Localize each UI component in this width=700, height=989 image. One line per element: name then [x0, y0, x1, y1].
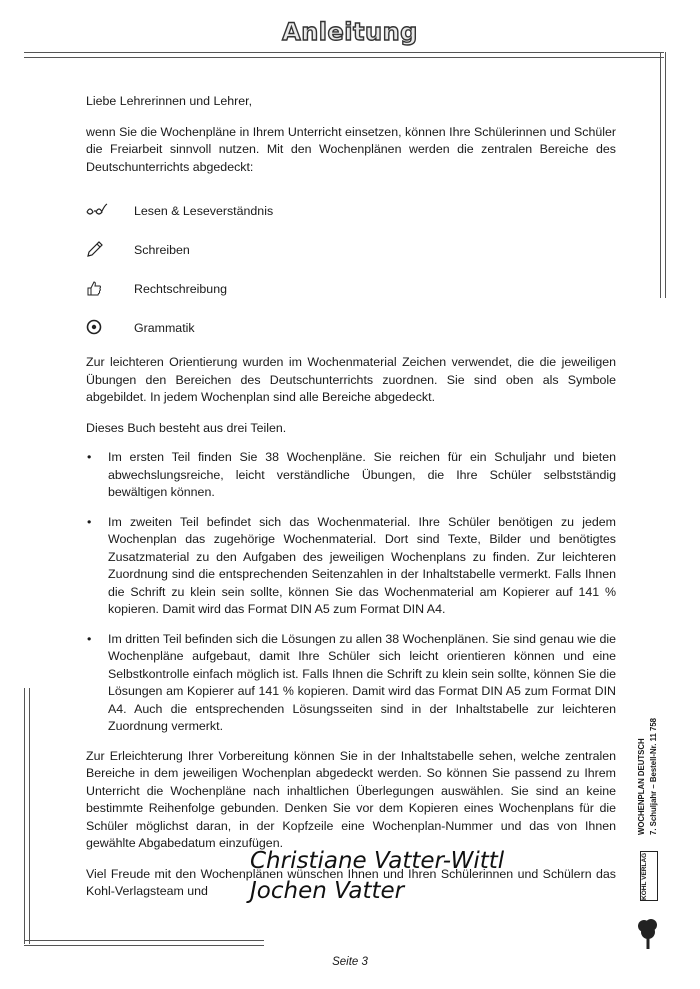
frame-top-rule: [24, 52, 664, 58]
area-label-writing: Schreiben: [134, 242, 190, 257]
glasses-icon: [86, 203, 134, 221]
area-label-spelling: Rechtschreibung: [134, 281, 227, 296]
page-title: Anleitung: [282, 18, 418, 46]
frame-right-rule: [660, 52, 666, 298]
main-content: [86, 93, 616, 901]
publisher-sidebar: [636, 655, 680, 965]
closing-paragraph: Viel Freude mit den Wochenplänen wünschen Ihnen und Ihren Schülerinnen und Schülern das Kohl-Verlagsteam und: [86, 866, 616, 898]
frame-left-rule: [24, 688, 30, 944]
pencil-icon: [86, 240, 134, 262]
bullet: •: [87, 450, 92, 464]
bullet: •: [87, 631, 92, 646]
signature-line-1: Christiane Vatter-Wittl: [250, 848, 505, 874]
greeting: Liebe Lehrerinnen und Lehrer,: [86, 94, 253, 108]
list-item: [86, 514, 616, 619]
list-item: [86, 631, 616, 736]
signature: [250, 846, 504, 906]
bullet: •: [87, 514, 92, 529]
part-text-3: Im dritten Teil befinden sich die Lösungen zu allen 38 Wochenplänen. Sie sind genau wie die Wochenpläne aufgebaut, damit Ihre Schüler sich leicht orientieren können und eine Selbstkontrolle einfach möglich ist. Falls Ihnen die Schrift zu klein sein sollte, können Sie die Lösungen am Kopierer auf 141 % kopieren. Damit wird das Format DIN A5 zum Format DIN A4. Auch die entsprechenden Lösungsseiten sind in der Inhaltstabelle zur leichteren Zuordnung vermerkt.: [108, 631, 616, 733]
part-text-2: Im zweiten Teil befindet sich das Wochenmaterial. Ihre Schüler benötigen zu jedem Wochenplan das zugehörige Wochenmaterial. Dort sind Texte, Bilder und benötigtes Zusatzmaterial zu den Aufgaben des jeweiligen Wochenplans zu finden. Zur leichteren Zuordnung sind die entsprechenden Seitenzahlen in der Inhaltstabelle vermerkt. Falls Ihnen die Schrift zu klein sein sollte, können Sie das Wochenmaterial am Kopierer auf 141 % kopieren. Damit wird das Format DIN A5 zum Format DIN A4.: [108, 514, 616, 616]
parts-intro: Dieses Buch besteht aus drei Teilen.: [86, 420, 287, 435]
preparation-paragraph: Zur Erleichterung Ihrer Vorbereitung können Sie in der Inhaltstabelle sehen, welche zentralen Bereiche in dem jeweiligen Wochenplan abgedeckt werden. So können Sie passend zu Ihrem Unterricht die Wochenpläne nach inhaltlichen Überlegungen auswählen. Sie sind an keine bestimmte Reihenfolge gebunden. Denken Sie vor dem Kopieren eines Wochenplans für die Schüler möglichst daran, in der Kopfzeile eine Wochenplan-Nummer und das von Ihnen gewählte Abgabedatum einzufügen.: [86, 748, 616, 850]
intro-paragraph: wenn Sie die Wochenpläne in Ihrem Unterricht einsetzen, können Ihre Schülerinnen und Schüler die Freiarbeit sinnvoll nutzen. Mit den Wochenplänen werden die zentralen Bereiche des Deutschunterrichts abgedeckt:: [86, 124, 616, 174]
page-number: Seite 3: [332, 956, 368, 968]
area-label-reading: Lesen & Leseverständnis: [134, 203, 274, 218]
area-item-writing: [86, 231, 616, 270]
area-label-grammar: Grammatik: [134, 320, 195, 335]
book-info: [636, 655, 660, 835]
orientation-paragraph: Zur leichteren Orientierung wurden im Wochenmaterial Zeichen verwendet, die die jeweiligen Übungen den Bereichen des Deutschunterrichts zuordnen. Sie sind oben als Symbole abgebildet. In jedem Wochenplan sind alle Bereiche abgedeckt.: [86, 355, 616, 404]
signature-line-2: Jochen Vatter: [250, 878, 405, 904]
area-item-reading: [86, 192, 616, 231]
area-item-spelling: [86, 270, 616, 309]
area-item-grammar: [86, 309, 616, 348]
frame-bottom-rule: [24, 940, 264, 946]
publisher-logo: KOHL VERLAG: [640, 851, 658, 901]
part-text-1: Im ersten Teil finden Sie 38 Wochenpläne. Sie reichen für ein Schuljahr und bieten abwechslungsreiche, leicht verständliche Übungen, die Ihre Schüler selbstständig bewältigen können.: [108, 450, 616, 499]
tree-logo-icon: [636, 917, 660, 958]
book-title: WOCHENPLAN DEUTSCH: [637, 738, 646, 835]
thumbs-up-icon: [86, 280, 134, 300]
book-order-info: 7. Schuljahr – Bestell-Nr. 11 758: [649, 717, 658, 835]
circled-dot-icon: [86, 319, 134, 339]
subject-areas-list: [86, 192, 616, 348]
parts-list: [86, 449, 616, 736]
list-item: [86, 449, 616, 502]
